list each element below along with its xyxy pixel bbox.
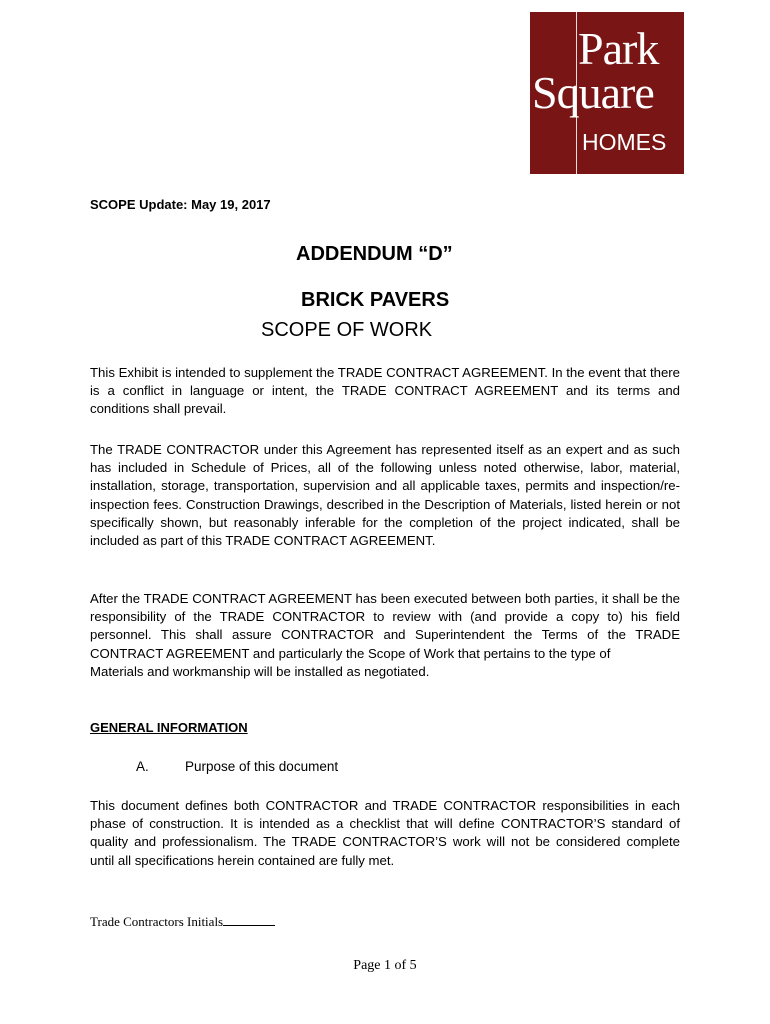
list-item-letter: A. — [136, 759, 149, 774]
agreement-paragraph-last-line: Materials and workmanship will be installed as negotiated. — [90, 663, 430, 679]
park-square-homes-logo — [530, 12, 684, 174]
contractor-paragraph: The TRADE CONTRACTOR under this Agreement has represented itself as an expert and as such has included in Schedule of Prices, all of the following unless noted otherwise, labor, material, installation, storage, transportation, supervision and all applicable taxes, permits and inspection/re-inspection fees. Construction Drawings, described in the Description of Materials, listed herein or not specifically shown, but reasonably inferable for the completion of the project indicated, shall be included as part of this TRADE CONTRACT AGREEMENT. — [90, 442, 680, 549]
scope-update-date: SCOPE Update: May 19, 2017 — [90, 197, 271, 212]
agreement-paragraph — [90, 590, 680, 681]
logo-text-homes: HOMES — [582, 129, 667, 155]
logo-text-park: Park — [578, 23, 659, 74]
document-subject: BRICK PAVERS — [301, 289, 450, 311]
initials-line — [223, 915, 275, 926]
purpose-paragraph: This document defines both CONTRACTOR and TRADE CONTRACTOR responsibilities in each phase of construction. It is intended as a checklist that will define CONTRACTOR’S standard of quality and professionalism. The TRADE CONTRACTOR’S work will not be considered complete until all specifications herein contained are fully met. — [90, 798, 680, 868]
document-subtitle: SCOPE OF WORK — [261, 319, 433, 341]
agreement-paragraph-text: After the TRADE CONTRACT AGREEMENT has been executed between both parties, it shall be the responsibility of the TRADE CONTRACTOR to review with (and provide a copy to) his field personnel. This shall assure CONTRACTOR and Superintendent the Terms of the TRADE CONTRACT AGREEMENT and particularly the Scope of Work that pertains to the type of — [90, 591, 680, 661]
initials-label: Trade Contractors Initials — [90, 914, 224, 929]
list-item-text: Purpose of this document — [185, 759, 339, 774]
intro-paragraph: This Exhibit is intended to supplement the TRADE CONTRACT AGREEMENT. In the event that there is a conflict in language or intent, the TRADE CONTRACT AGREEMENT and its terms and conditions shall prevail. — [90, 365, 680, 417]
document-title: ADDENDUM “D” — [296, 243, 453, 265]
section-heading: GENERAL INFORMATION — [90, 720, 248, 735]
initials-field — [90, 914, 275, 930]
logo-text-square: Square — [532, 67, 654, 118]
page-number: Page 1 of 5 — [353, 958, 417, 973]
